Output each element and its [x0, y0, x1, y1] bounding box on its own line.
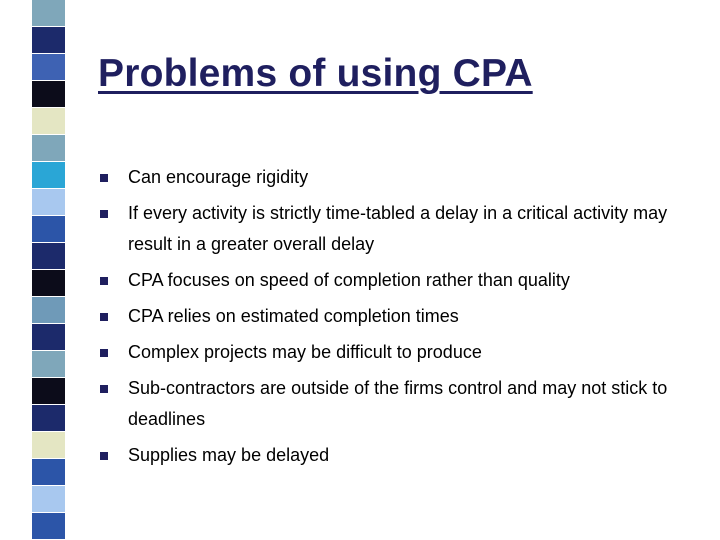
bullet-text: Supplies may be delayed: [128, 445, 330, 465]
bullet-text: CPA relies on estimated completion times: [128, 306, 459, 326]
stripe-block: [32, 27, 65, 54]
stripe-block: [32, 297, 65, 324]
bullet-item: [96, 440, 696, 471]
slide-title: Problems of using CPA: [98, 52, 533, 95]
square-bullet-icon: [100, 277, 108, 285]
square-bullet-icon: [100, 174, 108, 182]
bullet-list: [96, 162, 696, 476]
stripe-block: [32, 405, 65, 432]
bullet-text: CPA focuses on speed of completion rather than quality: [128, 270, 570, 290]
square-bullet-icon: [100, 452, 108, 460]
stripe-block: [32, 189, 65, 216]
square-bullet-icon: [100, 349, 108, 357]
bullet-item: [96, 198, 696, 260]
stripe-block: [32, 459, 65, 486]
stripe-block: [32, 432, 65, 459]
stripe-block: [32, 270, 65, 297]
stripe-block: [32, 54, 65, 81]
square-bullet-icon: [100, 313, 108, 321]
bullet-text: Can encourage rigidity: [128, 167, 309, 187]
bullet-item: [96, 162, 696, 193]
stripe-block: [32, 351, 65, 378]
stripe-block: [32, 513, 65, 540]
stripe-block: [32, 486, 65, 513]
stripe-block: [32, 216, 65, 243]
bullet-item: [96, 301, 696, 332]
stripe-block: [32, 81, 65, 108]
square-bullet-icon: [100, 210, 108, 218]
stripe-block: [32, 243, 65, 270]
stripe-block: [32, 378, 65, 405]
bullet-item: [96, 337, 696, 368]
square-bullet-icon: [100, 385, 108, 393]
stripe-block: [32, 108, 65, 135]
decorative-stripe-bar: [32, 0, 65, 540]
bullet-text: If every activity is strictly time-tabled a delay in a critical activity may result in a greater overall delay: [128, 203, 668, 254]
stripe-block: [32, 135, 65, 162]
stripe-block: [32, 0, 65, 27]
bullet-item: [96, 265, 696, 296]
stripe-block: [32, 324, 65, 351]
bullet-item: [96, 373, 696, 435]
bullet-text: Sub-contractors are outside of the firms control and may not stick to deadlines: [128, 378, 668, 429]
bullet-text: Complex projects may be difficult to produce: [128, 342, 482, 362]
stripe-block: [32, 162, 65, 189]
